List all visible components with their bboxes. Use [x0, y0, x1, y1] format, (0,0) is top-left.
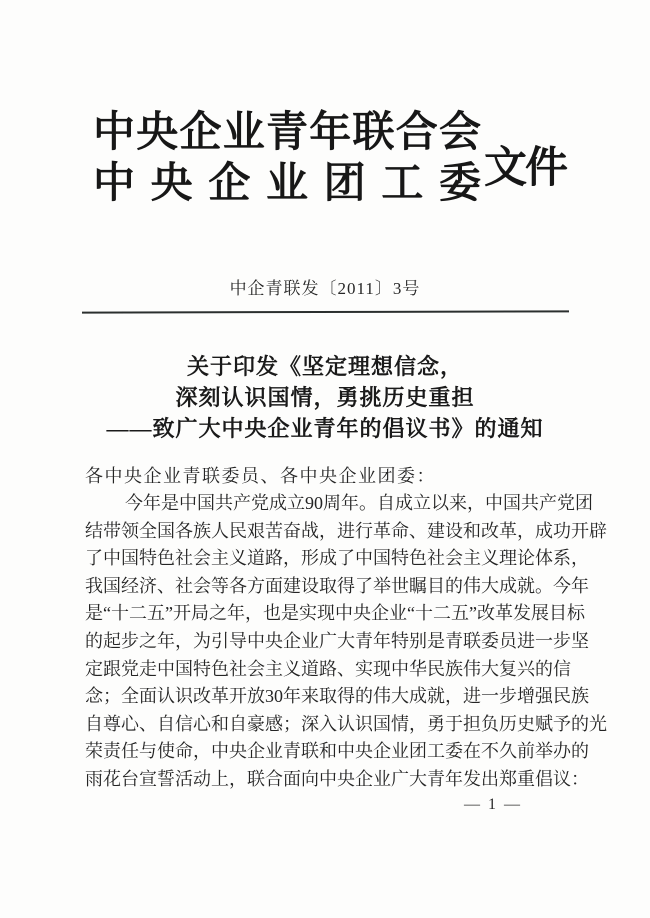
letterhead-document-word: 文件 — [484, 144, 566, 192]
body-line: 荣责任与使命，中央企业青联和中央企业团工委在不久前举办的 — [85, 741, 589, 762]
letterhead-divider-rule — [82, 310, 569, 313]
org-name-line-1: 中央企业青年联合会 — [93, 110, 481, 156]
page-number: — 1 — — [464, 796, 522, 813]
body-line: 念；全面认识改革开放30年来取得的伟大成就，进一步增强民族 — [85, 686, 589, 707]
body-line: 了中国特色社会主义道路，形成了中国特色社会主义理论体系， — [85, 548, 589, 569]
document-title — [0, 351, 650, 444]
letterhead — [93, 108, 571, 210]
document-body — [85, 462, 607, 794]
body-line: 我国经济、社会等各方面建设取得了举世瞩目的伟大成就。今年 — [85, 575, 589, 596]
body-line: 定跟党走中国特色社会主义道路、实现中华民族伟大复兴的信 — [85, 658, 571, 679]
document-title-line-2: 深刻认识国情，勇挑历史重担 — [175, 385, 475, 410]
salutation-line: 各中央企业青联委员、各中央企业团委： — [85, 466, 436, 486]
body-line: 的起步之年，为引导中央企业广大青年特别是青联委员进一步坚 — [85, 630, 589, 651]
body-line: 自尊心、自信心和自豪感；深入认识国情，勇于担负历史赋予的光 — [85, 713, 607, 734]
body-line: 今年是中国共产党成立90周年。自成立以来，中国共产党团 — [125, 493, 593, 513]
document-title-line-1: 关于印发《坚定理想信念， — [186, 354, 463, 379]
letterhead-org-names — [93, 108, 481, 210]
body-line: 雨花台宣誓活动上，联合面向中央企业广大青年发出郑重倡议： — [85, 768, 589, 789]
org-name-line-2: 中央企业团工委 — [93, 161, 481, 207]
document-reference-number: 中企青联发〔2011〕3号 — [229, 279, 421, 298]
body-line: 结带领全国各族人民艰苦奋战，进行革命、建设和改革，成功开辟 — [85, 520, 607, 541]
body-line: 是“十二五”开局之年，也是实现中央企业“十二五”改革发展目标 — [85, 603, 585, 624]
document-title-line-3: ——致广大中央企业青年的倡议书》的通知 — [106, 416, 544, 441]
